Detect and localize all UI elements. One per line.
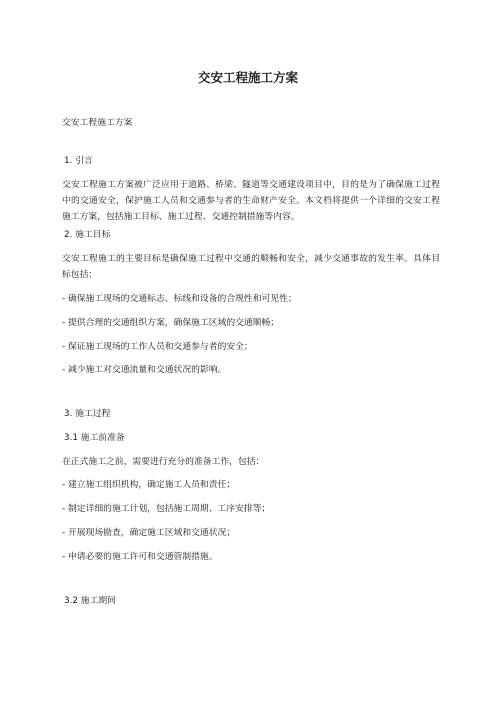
section-3-1-heading: 3.1 施工前准备	[64, 433, 125, 443]
section-3-heading: 3. 施工过程	[64, 409, 111, 419]
list-item: - 申请必要的施工许可和交通管制措施。	[62, 552, 218, 562]
list-item: - 减少施工对交通流量和交通状况的影响。	[62, 365, 227, 375]
section-1-heading: 1. 引言	[64, 156, 93, 166]
document-title: 交安工程施工方案	[197, 70, 298, 85]
list-item: - 确保施工现场的交通标志、标线和设备的合规性和可见性；	[62, 294, 297, 304]
section-2-paragraph: 交安工程施工的主要目标是确保施工过程中交通的顺畅和安全，减少交通事故的发生率。具体目标包括：	[62, 254, 440, 280]
list-item: - 制定详细的施工计划，包括施工周期、工序安排等；	[62, 504, 271, 514]
list-item: - 建立施工组织机构，确定施工人员和责任；	[62, 480, 236, 490]
document-subtitle: 交安工程施工方案	[62, 118, 133, 128]
section-3-paragraph: 在正式施工之前，需要进行充分的准备工作，包括：	[62, 457, 265, 467]
list-item: - 开展现场勘查，确定施工区域和交通状况；	[62, 528, 236, 538]
section-1-paragraph: 交安工程施工方案被广泛应用于道路、桥梁、隧道等交通建设项目中，目的是为了确保施工过程中的交通安全，保护施工人员和交通参与者的生命财产安全。本文档将提供一个详细的交安工程施工方案，包括施工目标、施工过程、交通控制措施等内容。	[62, 180, 440, 222]
section-3-2-heading: 3.2 施工期间	[64, 596, 116, 606]
section-2-heading: 2. 施工目标	[64, 230, 111, 240]
list-item: - 保证施工现场的工作人员和交通参与者的安全；	[62, 342, 253, 352]
list-item: - 提供合理的交通组织方案，确保施工区域的交通顺畅；	[62, 318, 280, 328]
